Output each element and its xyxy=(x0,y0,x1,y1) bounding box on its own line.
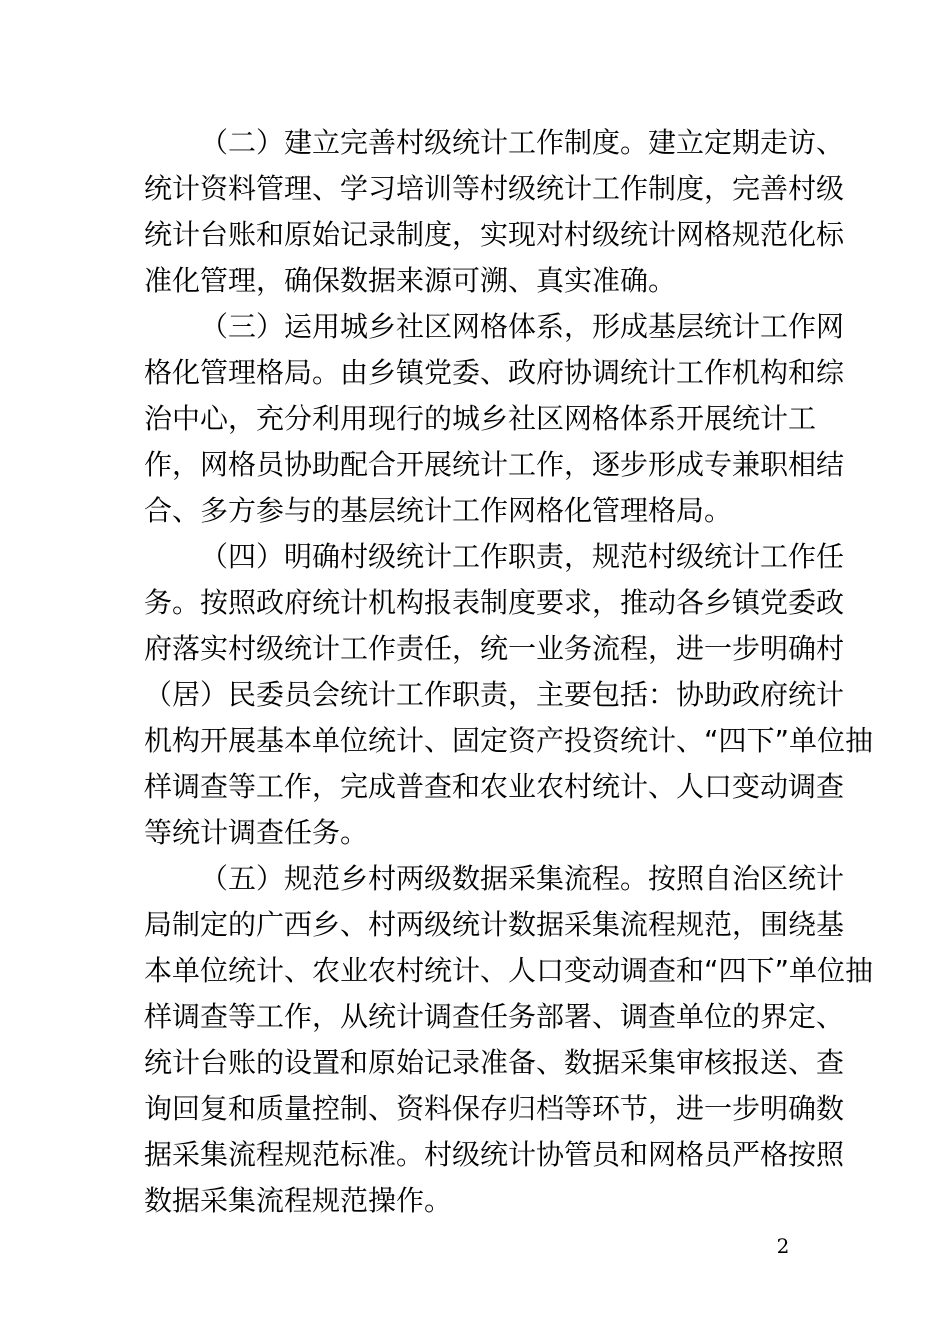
paragraph-5-line-5: 统计台账的设置和原始记录准备、数据采集审核报送、查 xyxy=(144,1046,845,1079)
paragraph-2-line-4: 准化管理，确保数据来源可溯、真实准确。 xyxy=(144,264,677,297)
paragraph-4-line-4: （居）民委员会统计工作职责，主要包括：协助政府统计 xyxy=(144,678,845,711)
page-number: 2 xyxy=(776,1234,790,1258)
paragraph-2-line-3: 统计台账和原始记录制度，实现对村级统计网格规范化标 xyxy=(144,218,845,251)
paragraph-4-line-3: 府落实村级统计工作责任，统一业务流程，进一步明确村 xyxy=(144,632,845,665)
paragraph-4-line-1: （四）明确村级统计工作职责，规范村级统计工作任 xyxy=(200,540,845,573)
paragraph-3-line-2: 格化管理格局。由乡镇党委、政府协调统计工作机构和综 xyxy=(144,356,845,389)
paragraph-5-line-4: 样调查等工作，从统计调查任务部署、调查单位的界定、 xyxy=(144,1000,845,1033)
paragraph-2-line-2: 统计资料管理、学习培训等村级统计工作制度，完善村级 xyxy=(144,172,845,205)
paragraph-3-line-3: 治中心，充分利用现行的城乡社区网格体系开展统计工 xyxy=(144,402,817,435)
paragraph-2-line-1: （二）建立完善村级统计工作制度。建立定期走访、 xyxy=(200,126,845,159)
paragraph-3-line-1: （三）运用城乡社区网格体系，形成基层统计工作网 xyxy=(200,310,845,343)
paragraph-5-line-2: 局制定的广西乡、村两级统计数据采集流程规范，围绕基 xyxy=(144,908,845,941)
paragraph-5-line-3: 本单位统计、农业农村统计、人口变动调查和“四下”单位抽 xyxy=(144,954,874,987)
paragraph-5-line-6: 询回复和质量控制、资料保存归档等环节，进一步明确数 xyxy=(144,1092,845,1125)
paragraph-4-line-6: 样调查等工作，完成普查和农业农村统计、人口变动调查 xyxy=(144,770,845,803)
paragraph-4-line-7: 等统计调查任务。 xyxy=(144,816,369,849)
paragraph-4-line-5: 机构开展基本单位统计、固定资产投资统计、“四下”单位抽 xyxy=(144,724,874,757)
paragraph-5-line-8: 数据采集流程规范操作。 xyxy=(144,1184,453,1217)
paragraph-4-line-2: 务。按照政府统计机构报表制度要求，推动各乡镇党委政 xyxy=(144,586,845,619)
paragraph-5-line-1: （五）规范乡村两级数据采集流程。按照自治区统计 xyxy=(200,862,845,895)
paragraph-3-line-5: 合、多方参与的基层统计工作网格化管理格局。 xyxy=(144,494,733,527)
paragraph-3-line-4: 作，网格员协助配合开展统计工作，逐步形成专兼职相结 xyxy=(144,448,845,481)
paragraph-5-line-7: 据采集流程规范标准。村级统计协管员和网格员严格按照 xyxy=(144,1138,845,1171)
